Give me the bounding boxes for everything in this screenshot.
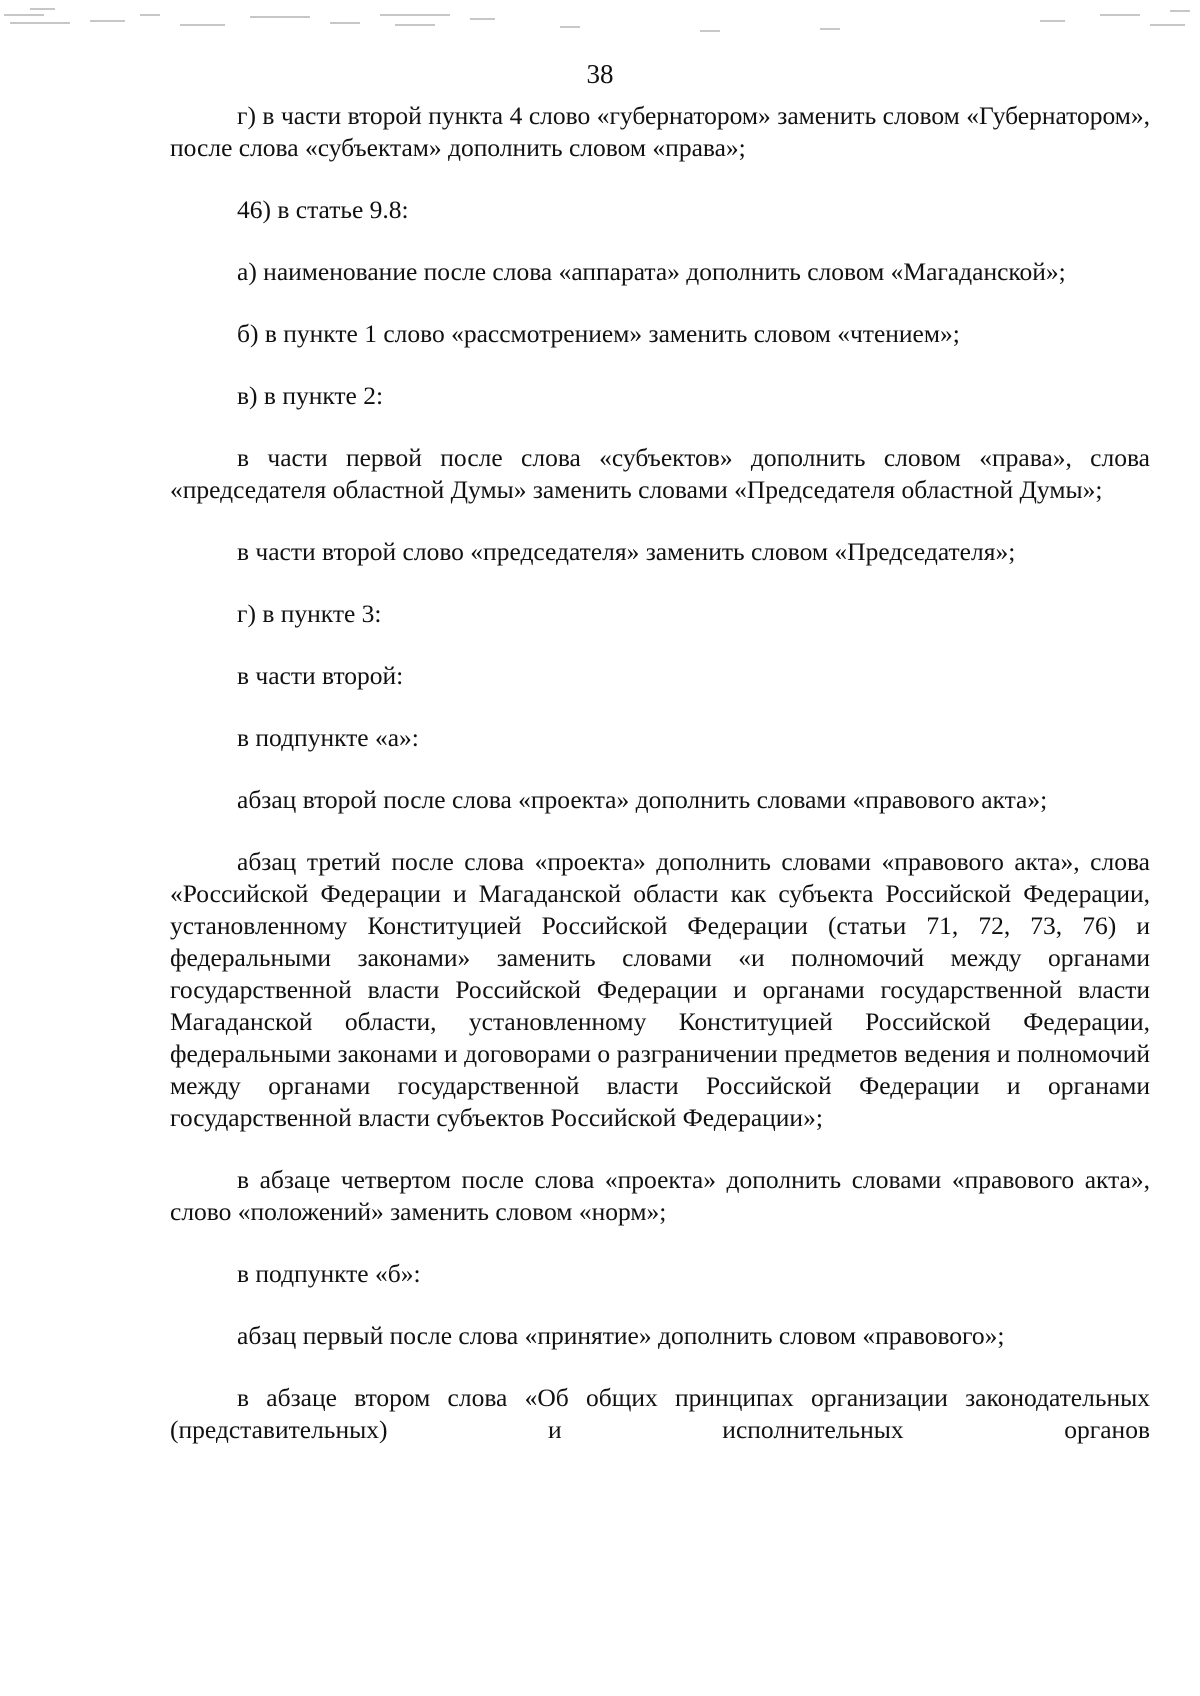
paragraph: в абзаце четвертом после слова «проекта» дополнить словами «правового акта», слово «положений» заменить словом «норм»; bbox=[170, 1165, 1150, 1226]
paragraph: г) в части второй пункта 4 слово «губернатором» заменить словом «Губернатором», после слова «субъектам» дополнить словом «права»; bbox=[170, 101, 1150, 162]
paragraph: 46) в статье 9.8: bbox=[237, 195, 409, 224]
paragraph: а) наименование после слова «аппарата» дополнить словом «Магаданской»; bbox=[237, 257, 1066, 286]
paragraph: в части второй слово «председателя» заменить словом «Председателя»; bbox=[237, 537, 1016, 566]
paragraph: г) в пункте 3: bbox=[237, 599, 382, 628]
paragraph: в подпункте «а»: bbox=[237, 723, 419, 752]
paragraph: б) в пункте 1 слово «рассмотрением» заменить словом «чтением»; bbox=[237, 319, 960, 348]
scan-noise bbox=[0, 0, 1200, 60]
paragraph: абзац третий после слова «проекта» дополнить словами «правового акта», слова «Российской Федерации и Магаданской области как субъекта Российской Федерации, установленному Конституцией Российской Федерации (статьи 71, 72, 73, 76) и федеральными законами» заменить словами «и полномочий между органами государственной власти Российской Федерации и органами государственной власти Магаданской области, установленному Конституцией Российской Федерации, федеральными законами и договорами о разграничении предметов ведения и полномочий между органами государственной власти Российской Федерации и органами государственной власти субъектов Российской Федерации»; bbox=[170, 847, 1150, 1132]
paragraph: в подпункте «б»: bbox=[237, 1259, 421, 1288]
paragraph: в абзаце втором слова «Об общих принципах организации законодательных (представительных) и исполнительных органов bbox=[170, 1383, 1150, 1444]
paragraph: в) в пункте 2: bbox=[237, 381, 384, 410]
paragraph: в части первой после слова «субъектов» дополнить словом «права», слова «председателя областной Думы» заменить словами «Председателя областной Думы»; bbox=[170, 443, 1150, 504]
paragraph: абзац первый после слова «принятие» дополнить словом «правового»; bbox=[237, 1321, 1005, 1350]
document-body bbox=[170, 100, 1150, 1446]
paragraph: в части второй: bbox=[237, 661, 404, 690]
paragraph: абзац второй после слова «проекта» дополнить словами «правового акта»; bbox=[237, 785, 1048, 814]
page-number: 38 bbox=[586, 59, 614, 89]
